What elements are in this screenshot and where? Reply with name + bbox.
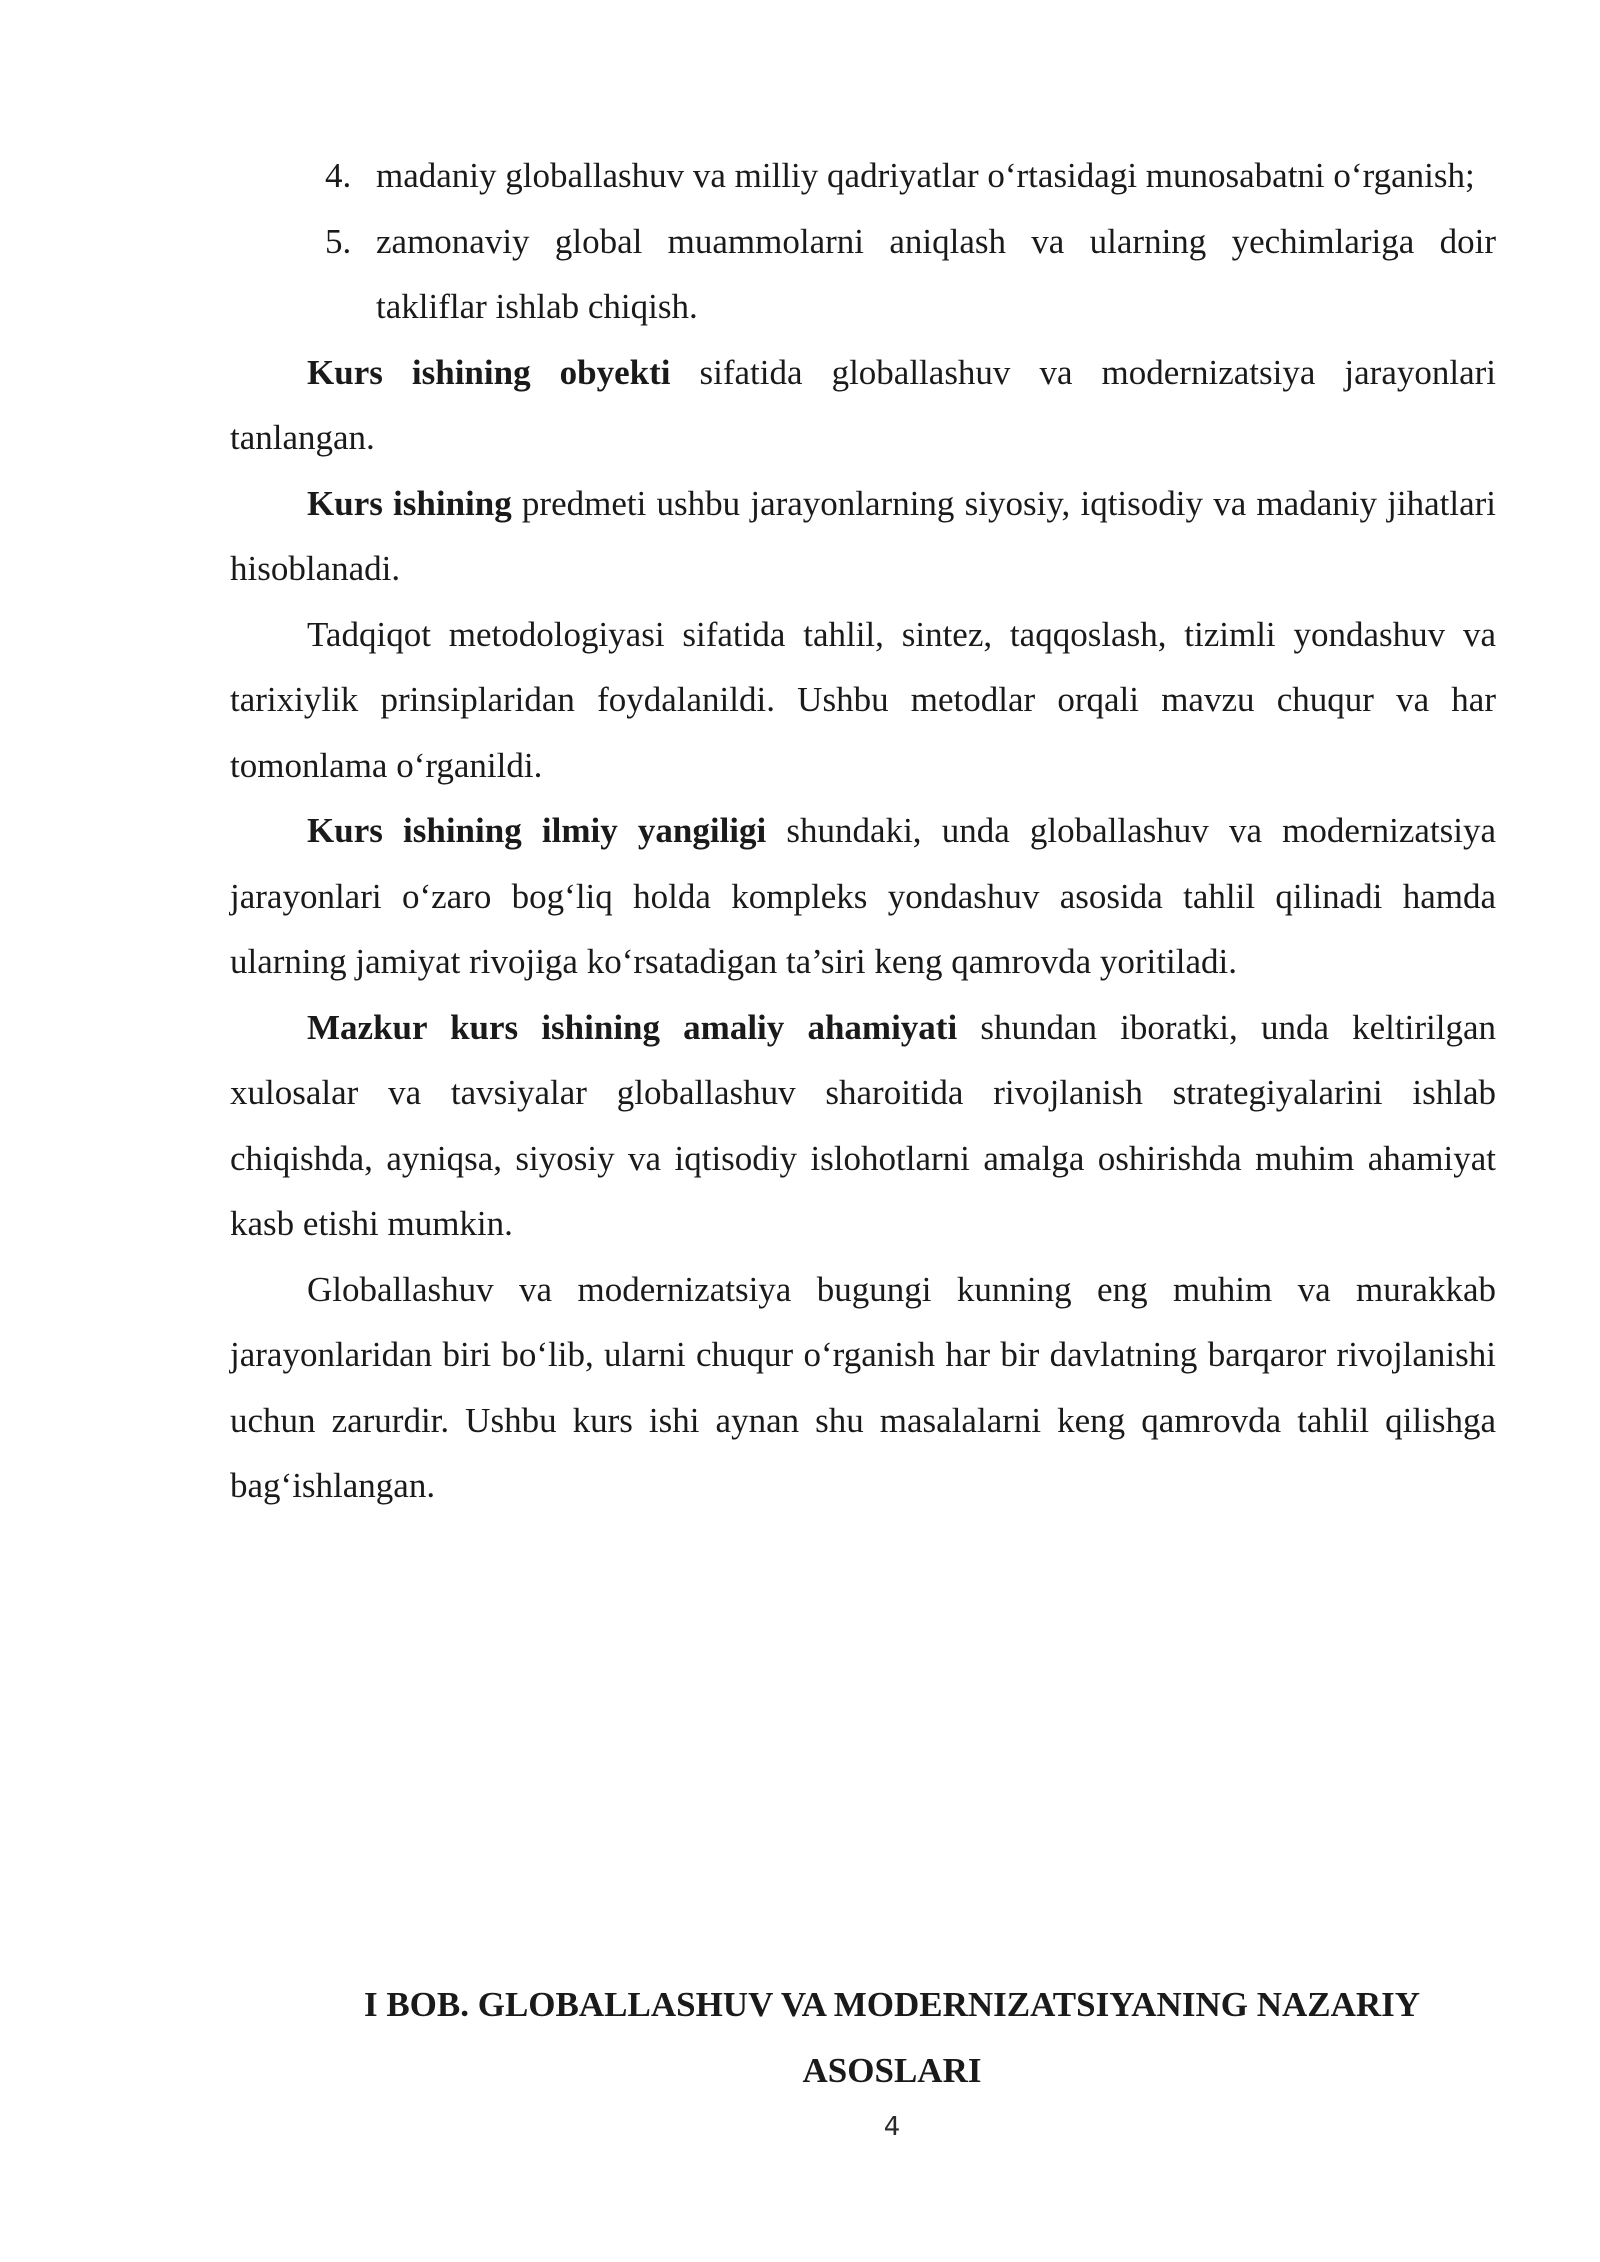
paragraph-methodology-text: Tadqiqot metodologiyasi sifatida tahlil, sintez, taqqoslash, tizimli yondashuv va tarixiylik prinsiplaridan foydalanildi. Ushbu metodlar orqali mavzu chuqur va har tomonlama o‘rganildi. [230, 614, 1496, 785]
paragraph-subject-text: predmeti ushbu jarayonlarning siyosiy, iqtisodiy va madaniy jihatlari hisoblanadi. [230, 483, 1496, 588]
goals-list [230, 143, 1496, 340]
list-item-number: 4. [325, 156, 352, 195]
paragraph-practical-text: shundan iboratki, unda keltirilgan xulosalar va tavsiyalar globallashuv sharoitida rivojlanish strategiyalarini ishlab chiqishda, ayniqsa, siyosiy va iqtisodiy islohotlarni amalga oshirishda muhim ahamiyat kasb etishi mumkin. [230, 1007, 1496, 1243]
paragraph-object-text: sifatida globallashuv va modernizatsiya jarayonlari tanlangan. [230, 352, 1496, 457]
chapter-heading [230, 1972, 1496, 2104]
paragraph-subject-bold: Kurs ishining [307, 483, 512, 523]
chapter-heading-line2: ASOSLARI [802, 2051, 982, 2090]
paragraph-practical [230, 995, 1496, 1257]
list-item [230, 143, 1496, 209]
paragraph-object [230, 340, 1496, 471]
document-page [230, 0, 1496, 2262]
paragraph-conclusion [230, 1257, 1496, 1519]
paragraph-conclusion-text: Globallashuv va modernizatsiya bugungi kunning eng muhim va murakkab jarayonlaridan biri bo‘lib, ularni chuqur o‘rganish har bir davlatning barqaror rivojlanishi uchun zarurdir. Ushbu kurs ishi aynan shu masalalarni keng qamrovda tahlil qilishga bag‘ishlangan. [230, 1269, 1496, 1505]
paragraph-practical-bold: Mazkur kurs ishining amaliy ahamiyati [307, 1007, 958, 1047]
paragraph-novelty-text: shundaki, unda globallashuv va modernizatsiya jarayonlari o‘zaro bog‘liq holda kompleks yondashuv asosida tahlil qilinadi hamda ularning jamiyat rivojiga ko‘rsatadigan ta’siri keng qamrovda yoritiladi. [230, 811, 1496, 981]
body-text [230, 143, 1496, 1519]
paragraph-object-bold: Kurs ishining obyekti [307, 352, 671, 392]
paragraph-novelty-bold: Kurs ishining ilmiy yangiligi [307, 811, 767, 850]
paragraph-methodology [230, 602, 1496, 799]
page-number: 4 [883, 2112, 901, 2142]
list-item-text: zamonaviy global muammolarni aniqlash va ularning yechimlariga doir takliflar ishlab chiqish. [376, 221, 1496, 326]
paragraph-subject [230, 471, 1496, 602]
paragraph-novelty [230, 798, 1496, 995]
chapter-heading-line1: I BOB. GLOBALLASHUV VA MODERNIZATSIYANING NAZARIY [363, 1985, 1421, 2024]
list-item [230, 209, 1496, 340]
list-item-number: 5. [325, 221, 352, 261]
list-item-text: madaniy globallashuv va milliy qadriyatlar o‘rtasidagi munosabatni o‘rganish; [376, 156, 1475, 195]
